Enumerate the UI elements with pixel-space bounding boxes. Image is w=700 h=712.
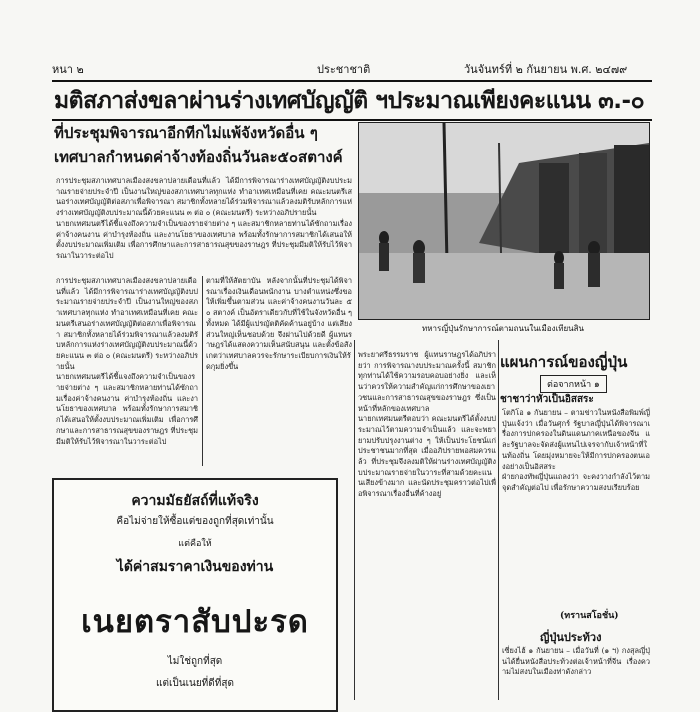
article-column-left: การประชุมสภาเทศบาลเมืองสงขลาปลายเดือนที่แล้ว ได้มีการพิจารณาร่างเทศบัญญัติงบประมาณรายจ่ายประจำปี เป็นงานใหญ่ของสภาเทศบาลทุกแห่ง ทำอาเทศเหมือนที่เคย คณะมนตรีเสนอร่างเทศบัญญัติต่อสภาเพื่อพิจารณา สมาชิกทั้งหลายได้ร่วมพิจารณาแล้วลงมติรับหลักการแห่งร่างเทศบัญญัติงบประมาณนี้ด้วยคะแนน ๓ ต่อ ๐ (คณะมนตรี) ระหว่างอภิปรายนั้น นายกเทศมนตรีได้ชี้แจงถึงความจำเป็นของรายจ่ายต่าง ๆ และสมาชิกหลายท่านได้ซักถามเรื่องค่าจ้างคนงาน ค่าบำรุงท้องถิ่น และงานโยธาของเทศบาล พร้อมทั้งรักษาการสมาชิกได้เสนอให้ตั้งงบประมาณเพิ่มเติม เพื่อการศึกษาและการสาธารณสุขของราษฎร ที่ประชุมมีมติให้รับไว้พิจารณาในวาระต่อไป bbox=[56, 276, 198, 446]
japan-article-title: แผนการณ์ของญี่ปุ่น bbox=[500, 353, 628, 371]
column-divider-2 bbox=[354, 340, 355, 700]
main-headline: มติสภาส่งขลาผ่านร่างเทศบัญญัติ ฯประมาณเพียงคะแนน ๓.-๐ bbox=[54, 88, 645, 114]
article-column-middle: ตามที่ให้สัตยาบัน หลังจากนั้นที่ประชุมได้พิจารณาเรื่องเงินเดือนพนักงาน บางตำแหน่งซึ่งขอให้เพิ่มขึ้นตามส่วน และค่าจ้างคนงานวันละ ๕๐ สตางค์ เป็นอัตราเดียวกับที่ใช้ในจังหวัดอื่น ๆ ทั้งหมด ได้มีผู้แปรญัตติคัดค้านอยู่บ้าง แต่เสียงส่วนใหญ่เห็นชอบด้วย จึงผ่านไปด้วยดี ผู้แทนราษฎรได้แสดงความเห็นสนับสนุน และตั้งข้อสังเกตว่าเทศบาลควรจะรักษาระเบียบการเงินให้รัดกุมยิ่งขึ้น bbox=[206, 276, 355, 371]
page-header bbox=[52, 58, 652, 78]
photo-caption: ทหารญี่ปุ่นรักษาการณ์ตามถนนในเมืองเทียนสิน bbox=[421, 324, 584, 333]
japan-article-body: โตกิโอ ๑ กันยายน – ตามข่าวในหนังสือพิมพ์ญี่ปุ่นแจ้งว่า เมื่อวันศุกร์ รัฐบาลญี่ปุ่นได้พิจารณาเรื่องการปกครองในดินแดนภาคเหนือของจีน และรัฐบาลจะจัดส่งผู้แทนไปเจรจากับเจ้าหน้าที่ในท้องถิ่น โดยมุ่งหมายจะให้มีการปกครองตนเองอย่างเป็นอิสสระ ฝ่ายกองทัพญี่ปุ่นแถลงว่า จะคงวางกำลังไว้ตามจุดสำคัญต่อไป เพื่อรักษาความสงบเรียบร้อย bbox=[502, 408, 650, 492]
news-photo bbox=[358, 122, 650, 320]
ad-line-3: แต่คือให้ bbox=[178, 539, 212, 549]
issue-date: วันจันทร์ที่ ๒ กันยายน พ.ศ. ๒๔๗๙ bbox=[464, 63, 628, 76]
ad-line-4: ได้ค่าสมราคาเงินของท่าน bbox=[116, 559, 274, 575]
newspaper-name: ประชาชาติ bbox=[317, 63, 371, 76]
street-scene-photo bbox=[359, 123, 649, 319]
headline-rule bbox=[52, 119, 652, 121]
article-intro: การประชุมสภาเทศบาลเมืองสงขลาปลายเดือนที่แล้ว ได้มีการพิจารณาร่างเทศบัญญัติงบประมาณรายจ่ายประจำปี เป็นงานใหญ่ของสภาเทศบาลทุกแห่ง ทำอาเทศเหมือนที่เคย คณะมนตรีเสนอร่างเทศบัญญัติต่อสภาเพื่อพิจารณา สมาชิกทั้งหลายได้ร่วมพิจารณาแล้วลงมติรับหลักการแห่งร่างเทศบัญญัติงบประมาณนี้ด้วยคะแนน ๓ ต่อ ๐ (คณะมนตรี) ระหว่างอภิปรายนั้น นายกเทศมนตรีได้ชี้แจงถึงความจำเป็นของรายจ่ายต่าง ๆ และสมาชิกหลายท่านได้ซักถามเรื่องค่าจ้างคนงาน ค่าบำรุงท้องถิ่น และงานโยธาของเทศบาล พร้อมทั้งรักษาการสมาชิกได้เสนอให้ตั้งงบประมาณเพิ่มเติม เพื่อการศึกษาและการสาธารณสุขของราษฎร ที่ประชุมมีมติให้รับไว้พิจารณาในวาระต่อไป bbox=[56, 176, 352, 260]
protest-label: ญี่ปุ่นประท้วง bbox=[540, 631, 602, 644]
continued-tag: ต่อจากหน้า ๑ bbox=[540, 375, 607, 393]
subheadline-1: ที่ประชุมพิจารณาอีกทีกไม่แพ้จังหวัดอื่น ๆ bbox=[54, 124, 318, 142]
header-rule bbox=[52, 80, 652, 82]
protest-article-body: เซี่ยงไฮ้ ๑ กันยายน – เมื่อวันที่ (๑ ฯ) กงสุลญี่ปุ่นได้ยื่นหนังสือประท้วงต่อเจ้าหน้าที่จีน เรื่องความไม่สงบในเมืองท่าดังกล่าว bbox=[502, 646, 650, 677]
japan-article-subtitle: ชาชาว่าหัวเป็นอิสสระ bbox=[500, 394, 594, 405]
subheadline-2: เทศบาลกำหนดค่าจ้างท้องถิ่นวันละ๕๐สตางค์ bbox=[54, 148, 343, 166]
article-continuation: พระยาศรีธรรมราช ผู้แทนราษฎรได้อภิปรายว่า การพิจารณางบประมาณครั้งนี้ สมาชิกทุกท่านได้ใช้ความรอบคอบอย่างยิ่ง และเห็นว่าควรให้ความสำคัญแก่การศึกษาของเยาวชนและการสาธารณสุขของราษฎร ซึ่งเป็นหน้าที่หลักของเทศบาล นายกเทศมนตรีตอบว่า คณะมนตรีได้ตั้งงบประมาณไว้ตามความจำเป็นแล้ว และจะพยายามปรับปรุงงานต่าง ๆ ให้เป็นประโยชน์แก่ประชาชนมากที่สุด เมื่ออภิปรายพอสมควรแล้ว ที่ประชุมจึงลงมติให้ผ่านร่างเทศบัญญัติงบประมาณรายจ่ายในวาระที่สามด้วยคะแนนเสียงข้างมาก และนัดประชุมคราวต่อไปเพื่อพิจารณาเรื่องอื่นที่ค้างอยู่ bbox=[358, 350, 496, 499]
ad-line-6: ไม่ใช่ถูกที่สุด bbox=[167, 656, 223, 667]
wire-source: (ทรานสโอชั่น) bbox=[560, 611, 619, 621]
column-divider-3 bbox=[498, 340, 499, 700]
column-divider bbox=[202, 276, 203, 466]
ad-brand: เนยตราสับปะรด bbox=[81, 604, 309, 640]
ad-line-1: ความมัธยัสถ์ที่แท้จริง bbox=[131, 493, 259, 509]
ad-line-7: แต่เป็นเนยที่ดีที่สุด bbox=[156, 678, 234, 689]
page-number: หนา ๒ bbox=[52, 63, 84, 76]
ad-line-2: คือไม่จ่ายให้ซื้อแต่ของถูกที่สุดเท่านั้น bbox=[116, 516, 274, 527]
butter-advertisement bbox=[52, 478, 338, 712]
